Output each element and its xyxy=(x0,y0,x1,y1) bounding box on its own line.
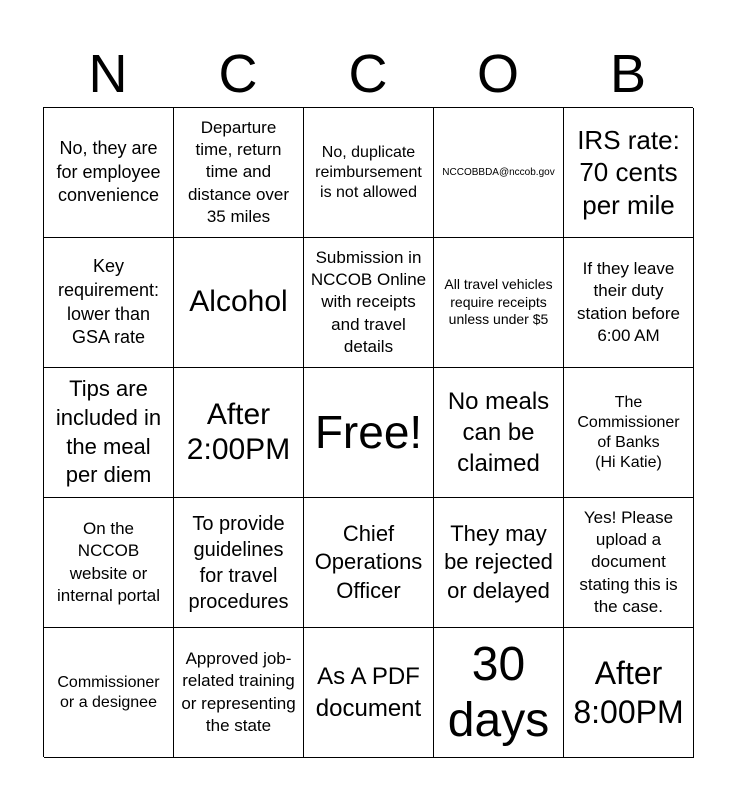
bingo-cell-r5c2[interactable] xyxy=(174,628,304,758)
bingo-cell-r1c4[interactable] xyxy=(434,108,564,238)
cell-text: To provide guidelines for travel procedures xyxy=(188,512,289,613)
bingo-cell-r2c5[interactable] xyxy=(564,238,694,368)
bingo-cell-r4c4[interactable] xyxy=(434,498,564,628)
bingo-cell-r1c1[interactable] xyxy=(44,108,174,238)
bingo-cell-r3c2[interactable] xyxy=(174,368,304,498)
cell-text: Yes! Please upload a document stating this is the case. xyxy=(579,508,678,616)
cell-text: As A PDF document xyxy=(315,663,422,722)
cell-text: If they leave their duty station before 6:00 AM xyxy=(576,259,680,345)
bingo-cell-r4c3[interactable] xyxy=(304,498,434,628)
bingo-cell-r1c5[interactable] xyxy=(564,108,694,238)
cell-text: Commissioner or a designee xyxy=(57,673,160,711)
cell-text: Chief Operations Officer xyxy=(314,520,423,603)
bingo-cell-r4c5[interactable] xyxy=(564,498,694,628)
header-letter-c1: C xyxy=(218,44,258,104)
bingo-cell-r5c3[interactable] xyxy=(304,628,434,758)
bingo-cell-r2c4[interactable] xyxy=(434,238,564,368)
bingo-cell-r2c1[interactable] xyxy=(44,238,174,368)
bingo-cell-r4c2[interactable] xyxy=(174,498,304,628)
cell-text: All travel vehicles require receipts unless under $5 xyxy=(444,276,553,328)
bingo-cell-r2c3[interactable] xyxy=(304,238,434,368)
bingo-cell-r1c3[interactable] xyxy=(304,108,434,238)
cell-text: 30 days xyxy=(447,638,550,747)
header-letter-n: N xyxy=(88,44,128,104)
bingo-board xyxy=(43,107,693,757)
header-letter-b: B xyxy=(609,44,647,104)
cell-text: No meals can be claimed xyxy=(447,387,550,478)
cell-text: No, they are for employee convenience xyxy=(56,137,161,206)
cell-text: After 8:00PM xyxy=(573,655,684,730)
cell-text: Alcohol xyxy=(189,285,288,319)
cell-text: Tips are included in the meal per diem xyxy=(55,376,162,488)
header-letter-c2: C xyxy=(348,44,388,104)
bingo-cell-r5c5[interactable] xyxy=(564,628,694,758)
bingo-cell-r5c4[interactable] xyxy=(434,628,564,758)
cell-text: The Commissioner of Banks (Hi Katie) xyxy=(577,393,680,471)
bingo-cell-r2c2[interactable] xyxy=(174,238,304,368)
cell-text: Departure time, return time and distance over 35 miles xyxy=(187,118,290,226)
bingo-cell-r3c1[interactable] xyxy=(44,368,174,498)
bingo-header xyxy=(43,40,693,108)
bingo-cell-r3c4[interactable] xyxy=(434,368,564,498)
cell-text: They may be rejected or delayed xyxy=(444,520,553,603)
cell-text: Submission in NCCOB Online with receipts and travel details xyxy=(310,248,427,356)
cell-text: On the NCCOB website or internal portal xyxy=(56,519,160,605)
cell-text: No, duplicate reimbursement is not allowed xyxy=(315,143,422,201)
bingo-cell-r3c5[interactable] xyxy=(564,368,694,498)
cell-text: NCCOBBDA@nccob.gov xyxy=(442,166,555,178)
bingo-cell-r5c1[interactable] xyxy=(44,628,174,758)
bingo-cell-r1c2[interactable] xyxy=(174,108,304,238)
bingo-cell-r4c1[interactable] xyxy=(44,498,174,628)
bingo-cell-free[interactable] xyxy=(304,368,434,498)
cell-text: Key requirement: lower than GSA rate xyxy=(57,256,160,348)
cell-text: Approved job-related training or representing the state xyxy=(181,649,296,735)
header-letter-o: O xyxy=(476,44,519,104)
cell-text: Free! xyxy=(314,405,423,458)
cell-text: IRS rate: 70 cents per mile xyxy=(577,124,680,220)
cell-text: After 2:00PM xyxy=(186,398,291,466)
